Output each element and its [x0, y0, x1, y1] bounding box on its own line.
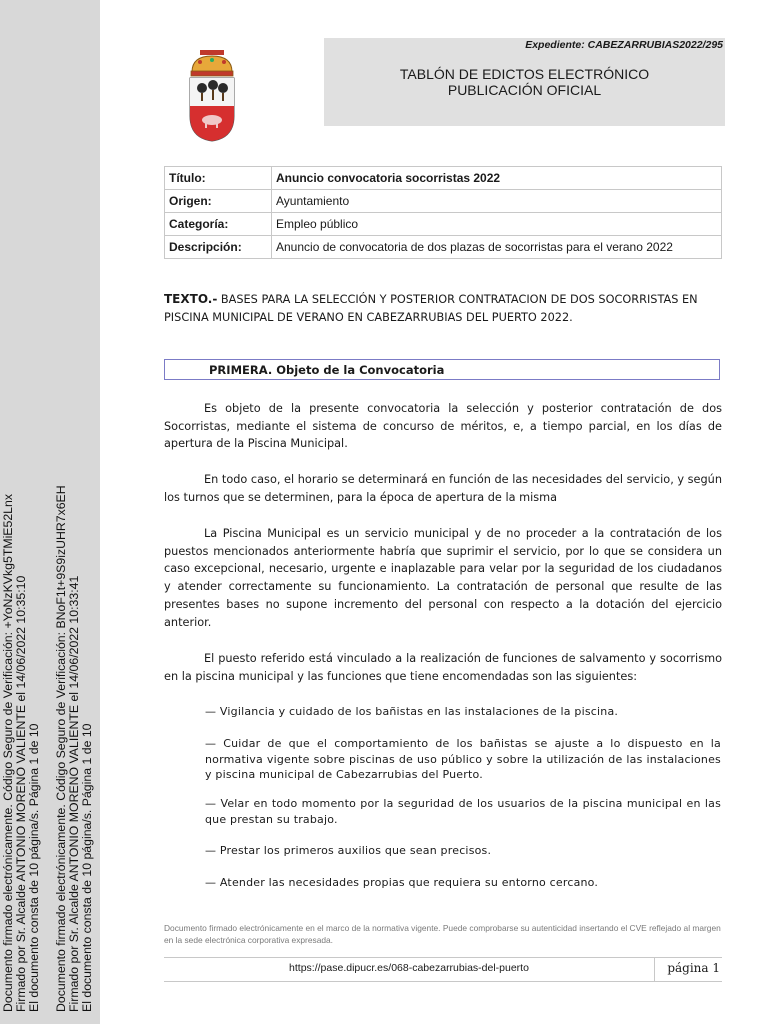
footer-separator: [654, 957, 655, 981]
header-title: [324, 66, 725, 98]
texto-body: BASES PARA LA SELECCIÓN Y POSTERIOR CONTRATACION DE DOS SOCORRISTAS EN PISCINA MUNICIPAL DE VERANO EN CABEZARRUBIAS DEL PUERTO 2022.: [164, 293, 698, 324]
list-item: — Prestar los primeros auxilios que sean precisos.: [205, 844, 492, 857]
municipal-crest-icon: [186, 50, 238, 142]
meta-value: Anuncio convocatoria socorristas 2022: [272, 167, 722, 190]
stamp-line: El documento consta de 10 página/s. Página 1 de 10: [27, 723, 41, 1012]
footer-divider: [164, 957, 722, 958]
meta-value: Ayuntamiento: [272, 190, 722, 213]
list-item: — Atender las necesidades propias que requiera su entorno cercano.: [205, 876, 599, 889]
footer-divider: [164, 981, 722, 982]
header-panel: [324, 38, 725, 126]
meta-key: Descripción:: [165, 236, 272, 259]
page-number: página 1: [667, 961, 720, 975]
signature-stamp-1: [2, 452, 41, 1012]
signature-stamp-2: [55, 452, 94, 1012]
footer-legal-note: Documento firmado electrónicamente en el marco de la normativa vigente. Puede comprobarse su autenticidad insertando el CVE reflejado al margen en la sede electrónica corporativa expresada.: [164, 923, 721, 945]
list-item: — Vigilancia y cuidado de los bañistas en las instalaciones de la piscina.: [205, 705, 619, 718]
section-title: PRIMERA. Objeto de la Convocatoria: [209, 363, 445, 377]
footer-url[interactable]: https://pase.dipucr.es/068-cabezarrubias-del-puerto: [289, 962, 529, 974]
metadata-table: [164, 166, 722, 259]
table-row: [165, 213, 722, 236]
stamp-line: Documento firmado electrónicamente. Código Seguro de Verificación: BNoF1t+9S9izUHR7x6EH: [54, 485, 68, 1012]
stamp-line: Documento firmado electrónicamente. Código Seguro de Verificación: +YoNzKVkg5TMiE52Lnx: [1, 493, 15, 1012]
meta-value: Anuncio de convocatoria de dos plazas de socorristas para el verano 2022: [272, 236, 722, 259]
expediente-number: Expediente: CABEZARRUBIAS2022/295: [525, 39, 723, 51]
paragraph: La Piscina Municipal es un servicio municipal y de no proceder a la contratación de los puestos mencionados anteriormente habría que suprimir el servicio, por lo que se considera un caso excepcional, necesario, urgente e inaplazable para velar por la seguridad de los ciudadanos y atender correctamente su funcionamiento. La contratación de personal que resulte de las presentes bases no supone incremento del personal con respecto a la dotación del ejercicio anterior.: [164, 527, 722, 629]
table-row: [165, 167, 722, 190]
paragraph: El puesto referido está vinculado a la realización de funciones de salvamento y socorrismo en la piscina municipal y las funciones que tiene encomendadas son las siguientes:: [164, 652, 722, 683]
meta-value: Empleo público: [272, 213, 722, 236]
paragraph: En todo caso, el horario se determinará en función de las necesidades del servicio, y según los turnos que se determinen, para la época de apertura de la misma: [164, 473, 722, 504]
stamp-line: Firmado por Sr. Alcalde ANTONIO MORENO VALIENTE el 14/06/2022 10:35:10: [14, 575, 28, 1012]
section-heading-box: [164, 359, 720, 380]
meta-key: Categoría:: [165, 213, 272, 236]
header-title-line1: TABLÓN DE EDICTOS ELECTRÓNICO: [399, 66, 650, 82]
stamp-line: El documento consta de 10 página/s. Página 1 de 10: [80, 723, 94, 1012]
meta-key: Título:: [165, 167, 272, 190]
list-item: — Cuidar de que el comportamiento de los bañistas se ajuste a lo dispuesto en la normativa vigente sobre piscinas de uso público y sobre la utilización de las instalaciones y piscina municipal de Cabezarrubias del Puerto.: [205, 737, 721, 781]
table-row: [165, 236, 722, 259]
texto-block: [164, 290, 724, 327]
table-row: [165, 190, 722, 213]
texto-label: TEXTO.-: [164, 292, 218, 306]
list-item: — Velar en todo momento por la seguridad de los usuarios de la piscina municipal en las que prestan su trabajo.: [205, 797, 721, 826]
header-title-line2: PUBLICACIÓN OFICIAL: [447, 82, 602, 98]
meta-key: Origen:: [165, 190, 272, 213]
paragraph: Es objeto de la presente convocatoria la selección y posterior contratación de dos Socorristas, mediante el sistema de concurso de méritos, e, a tiempo parcial, en los días de apertura de la Piscina Municipal.: [164, 402, 722, 451]
stamp-line: Firmado por Sr. Alcalde ANTONIO MORENO VALIENTE el 14/06/2022 10:33:41: [67, 575, 81, 1012]
